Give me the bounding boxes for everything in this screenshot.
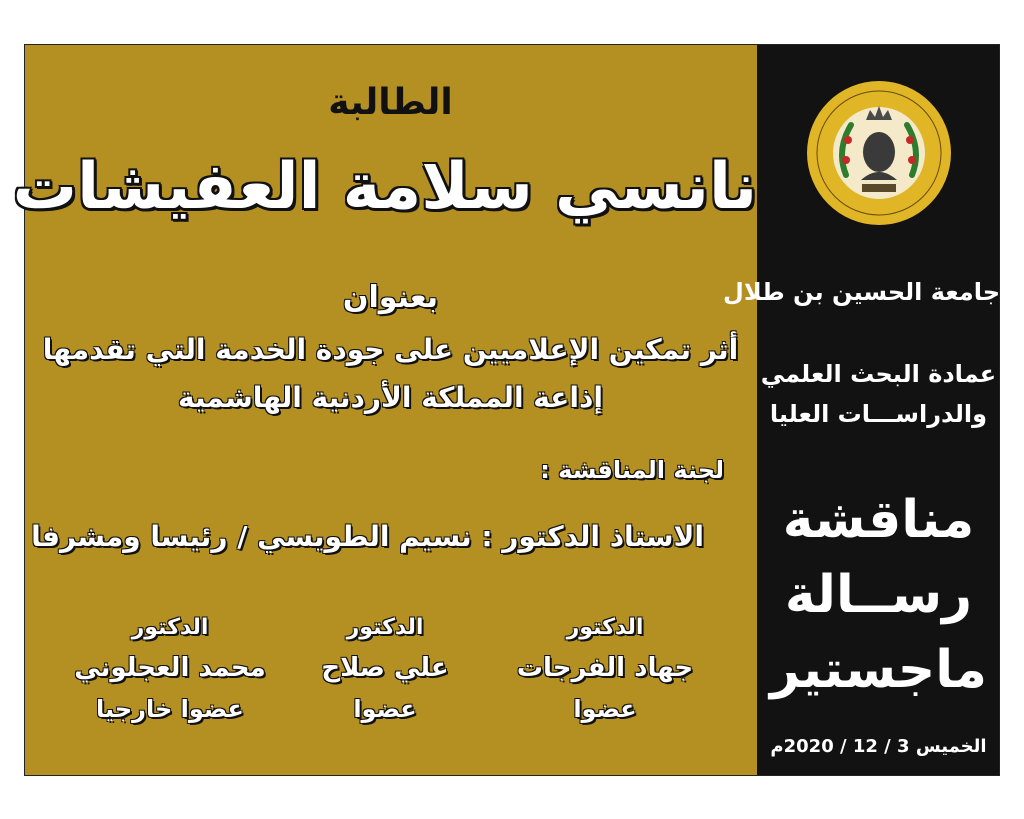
deanship-line-1: عمادة البحث العلمي: [760, 360, 997, 388]
deanship-line-2: والدراســـات العليا: [769, 400, 988, 428]
committee-label: لجنة المناقشة :: [540, 456, 724, 484]
member-role: عضوا: [573, 695, 637, 723]
event-word-2: رســالة: [784, 565, 973, 625]
student-label: الطالبة: [328, 82, 453, 123]
student-name: نانسي سلامة العفيشات: [12, 150, 757, 224]
title-label: بعنوان: [342, 280, 439, 315]
committee-chair: الاستاذ الدكتور : نسيم الطويسي / رئيسا ومشرفا: [31, 520, 704, 553]
university-seal-icon: [806, 80, 952, 226]
committee-member: [70, 615, 270, 731]
committee-member: [505, 615, 705, 731]
member-title: الدكتور: [131, 615, 209, 640]
event-word-3: ماجستير: [770, 640, 987, 700]
member-name: علي صلاح: [321, 653, 449, 683]
university-name: جامعة الحسين بن طلال: [723, 278, 1000, 306]
member-name: محمد العجلوني: [74, 653, 266, 683]
member-role: عضوا: [353, 695, 417, 723]
event-word-1: مناقشة: [782, 490, 975, 550]
member-title: الدكتور: [346, 615, 424, 640]
committee-member: [285, 615, 485, 731]
thesis-title-line-2: إذاعة المملكة الأردنية الهاشمية: [178, 381, 603, 414]
thesis-title-line-1: أثر تمكين الإعلاميين على جودة الخدمة التي تقدمها: [42, 333, 739, 366]
member-title: الدكتور: [566, 615, 644, 640]
event-date: الخميس 3 / 12 / 2020م: [770, 736, 987, 757]
member-name: جهاد الفرجات: [516, 653, 694, 683]
member-role: عضوا خارجيا: [96, 695, 244, 723]
